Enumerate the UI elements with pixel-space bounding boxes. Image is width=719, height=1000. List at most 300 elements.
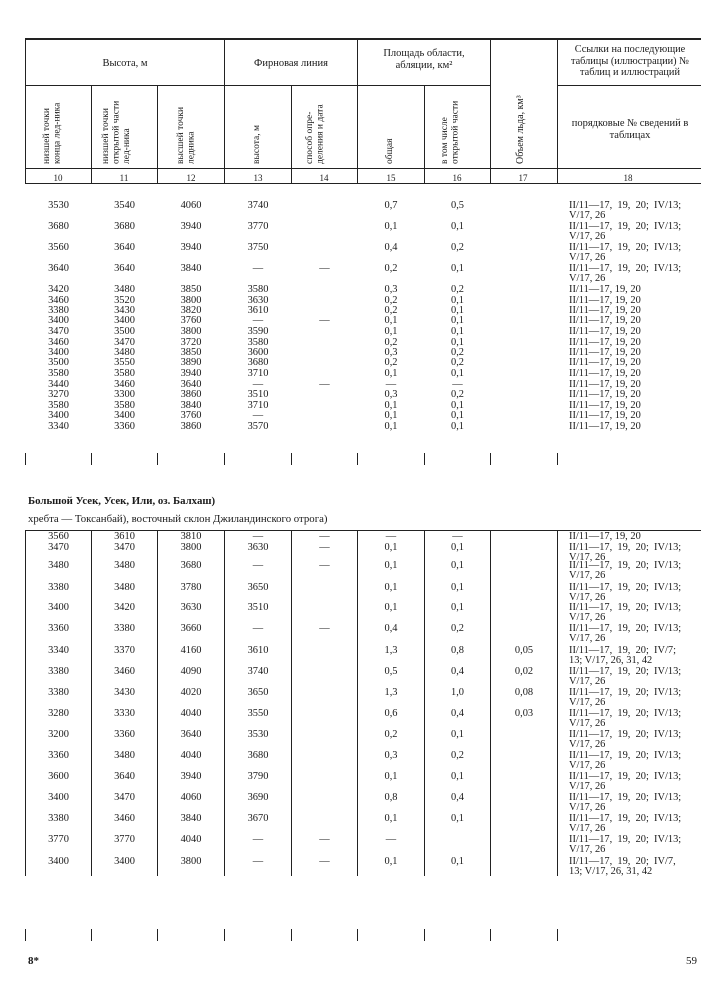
cell-c10: 3460 (48, 295, 69, 306)
cell-c16: 0,2 (451, 242, 464, 253)
group-height-header: Высота, м (102, 58, 148, 69)
cell-c13: — (252, 856, 264, 867)
cell-c11: 3480 (114, 284, 135, 295)
column-tick (91, 453, 92, 465)
cell-c12: 3890 (180, 357, 202, 368)
cell-refs-line: II/11—17, 19, 20; IV/13; (569, 560, 682, 571)
cell-c10: 3500 (48, 357, 69, 368)
cell-c10: 3470 (48, 326, 69, 337)
cell-c13: 3680 (247, 357, 269, 368)
table-row (0, 602, 719, 623)
cell-refs-line: II/11—17, 19, 20; IV/13; (569, 221, 682, 232)
cell-refs-line: V/17, 26 (569, 823, 606, 834)
cell-refs-line: II/11—17, 19, 20 (569, 357, 641, 368)
cell-c10: 3270 (48, 389, 69, 400)
col-line (91, 530, 92, 876)
cell-c11: 3460 (114, 666, 135, 677)
cell-c12: 3820 (180, 305, 202, 316)
column-tick (157, 453, 158, 465)
cell-c10: 3680 (48, 221, 69, 232)
cell-refs-line: V/17, 26 (569, 739, 606, 750)
cell-refs-line: II/11—17, 19, 20; IV/13; (569, 771, 682, 782)
cell-c13: — (252, 531, 264, 542)
cell-refs-line: V/17, 26 (569, 592, 606, 603)
cell-c17: 0,05 (514, 645, 534, 656)
cell-c11: 3550 (114, 357, 135, 368)
cell-refs-line: 13; V/17, 26, 31, 42 (569, 655, 653, 666)
cell-c16: 0,2 (451, 357, 464, 368)
cell-refs-line: II/11—17, 19, 20; IV/13; (569, 813, 682, 824)
cell-refs-line: II/11—17, 19, 20 (569, 368, 641, 379)
cell-c12: 4040 (180, 708, 202, 719)
cell-c11: 3480 (114, 582, 135, 593)
cell-c12: 3800 (180, 542, 202, 553)
cell-c15: 1,3 (384, 687, 398, 698)
column-tick (25, 929, 26, 941)
cell-refs-line: II/11—17, 19, 20 (569, 295, 641, 306)
table-row (0, 582, 719, 603)
column-number: 12 (186, 173, 196, 183)
col-line (157, 530, 158, 876)
cell-c11: 3400 (114, 315, 135, 326)
cell-c13: 3740 (247, 200, 269, 211)
cell-c14: — (319, 834, 330, 845)
table-row (0, 411, 719, 421)
cell-c13: 3580 (247, 337, 269, 348)
cell-c14: — (319, 856, 330, 867)
cell-refs-line: II/11—17, 19, 20; IV/13; (569, 729, 682, 740)
cell-refs-line: II/11—17, 19, 20; IV/13; (569, 582, 682, 593)
colnum-bottom-rule (25, 183, 701, 184)
table-row (0, 856, 719, 877)
cell-c12: 4060 (180, 792, 202, 803)
cell-c15: — (385, 379, 397, 390)
cell-c12: 3760 (180, 315, 202, 326)
cell-refs-line: II/11—17, 19, 20; IV/7; (569, 645, 676, 656)
cell-c10: 3560 (48, 242, 69, 253)
cell-c13: 3590 (247, 326, 269, 337)
cell-refs-line: II/11—17, 19, 20 (569, 410, 641, 421)
cell-c11: 3640 (114, 771, 135, 782)
cell-c15: 0,4 (384, 242, 398, 253)
cell-c10: 3380 (48, 687, 69, 698)
cell-c15: 0,1 (384, 368, 398, 379)
cell-c13: 3710 (247, 368, 269, 379)
cell-c11: 3520 (114, 295, 135, 306)
subheader-rule-left (25, 85, 490, 86)
cell-refs-line: II/11—17, 19, 20; IV/13; (569, 263, 682, 274)
column-tick (557, 929, 558, 941)
cell-refs-line: II/11—17, 19, 20; IV/13; (569, 750, 682, 761)
cell-c16: 0,4 (451, 792, 464, 803)
table-row (0, 390, 719, 400)
cell-c11: 3470 (114, 337, 135, 348)
section-heading-2: хребта — Токсанбай), восточный склон Джиландинского отрога) (28, 513, 328, 525)
cell-c13: 3710 (247, 400, 269, 411)
cell-c16: 0,2 (451, 623, 464, 634)
cell-c15: 0,1 (384, 602, 398, 613)
column-number: 16 (452, 173, 462, 183)
cell-refs-line: II/11—17, 19, 20; IV/13; (569, 666, 682, 677)
col-line (291, 85, 292, 184)
subheader-rule-right (557, 85, 701, 86)
cell-c10: 3400 (48, 856, 69, 867)
col-14-header: способ опре-деления и дата (305, 104, 326, 164)
cell-c10: 3400 (48, 602, 69, 613)
cell-c10: 3560 (48, 531, 69, 542)
column-tick (224, 453, 225, 465)
column-number: 18 (623, 173, 633, 183)
cell-c15: 0,1 (384, 771, 398, 782)
cell-refs-line: II/11—17, 19, 20; IV/13; (569, 623, 682, 634)
cell-c15: 0,1 (384, 813, 398, 824)
cell-refs-line: V/17, 26 (569, 760, 606, 771)
cell-c12: 3940 (180, 368, 202, 379)
col-line (291, 530, 292, 876)
cell-c15: 0,1 (384, 221, 398, 232)
cell-c12: 4040 (180, 834, 202, 845)
table-row (0, 532, 719, 542)
col-line (490, 530, 491, 876)
column-number: 11 (119, 173, 129, 183)
cell-refs-line: II/11—17, 19, 20; IV/13; (569, 792, 682, 803)
cell-refs-line: V/17, 26 (569, 718, 606, 729)
cell-c15: 0,1 (384, 582, 398, 593)
cell-c16: 0,1 (451, 326, 464, 337)
cell-c12: 3940 (180, 771, 202, 782)
cell-c10: 3340 (48, 645, 69, 656)
cell-c13: 3600 (247, 347, 269, 358)
cell-c10: 3280 (48, 708, 69, 719)
cell-refs-line: II/11—17, 19, 20 (569, 400, 641, 411)
group-firn-header: Фирновая линия (254, 58, 328, 69)
cell-c16: 0,1 (451, 813, 464, 824)
cell-c10: 3400 (48, 347, 69, 358)
column-number: 14 (319, 173, 329, 183)
col-line (224, 530, 225, 876)
cell-c12: 4160 (180, 645, 202, 656)
col-line (357, 38, 358, 184)
cell-c11: 3370 (114, 645, 135, 656)
column-number: 13 (253, 173, 263, 183)
table-row (0, 221, 719, 242)
cell-c16: 0,1 (451, 221, 464, 232)
cell-c13: 3550 (247, 708, 269, 719)
cell-c13: 3680 (247, 750, 269, 761)
cell-refs-line: V/17, 26 (569, 781, 606, 792)
cell-c11: 3470 (114, 792, 135, 803)
cell-c13: 3630 (247, 295, 269, 306)
cell-c14: — (319, 542, 330, 553)
cell-c11: 3580 (114, 368, 135, 379)
column-tick (157, 929, 158, 941)
table-row (0, 771, 719, 792)
column-tick (291, 453, 292, 465)
cell-c12: 4020 (180, 687, 202, 698)
cell-c13: 3690 (247, 792, 269, 803)
cell-c16: 0,1 (451, 856, 464, 867)
cell-c12: 3840 (180, 400, 202, 411)
cell-c13: 3510 (247, 602, 269, 613)
column-number: 15 (386, 173, 396, 183)
col-15-header: общая (385, 138, 395, 164)
cell-c13: 3570 (247, 421, 269, 432)
cell-refs-line: V/17, 26 (569, 570, 606, 581)
cell-c15: 0,1 (384, 856, 398, 867)
column-tick (490, 453, 491, 465)
cell-c11: 3640 (114, 242, 135, 253)
cell-c12: 3640 (180, 729, 202, 740)
table-row (0, 813, 719, 834)
cell-c13: 3630 (247, 542, 269, 553)
cell-c10: 3420 (48, 284, 69, 295)
cell-c15: 0,2 (384, 263, 398, 274)
cell-refs-line: V/17, 26 (569, 676, 606, 687)
cell-c10: 3580 (48, 400, 69, 411)
cell-c16: 0,1 (451, 337, 464, 348)
cell-c10: 3470 (48, 542, 69, 553)
cell-refs-line: II/11—17, 19, 20 (569, 379, 641, 390)
col-line (557, 38, 558, 184)
cell-c11: 3460 (114, 379, 135, 390)
cell-refs-line: II/11—17, 19, 20; IV/13; (569, 242, 682, 253)
col-13-header: высота, м (252, 125, 262, 164)
cell-c16: 0,1 (451, 263, 464, 274)
cell-refs-line: 13; V/17, 26, 31, 42 (569, 866, 653, 877)
table-row (0, 369, 719, 379)
cell-c11: 3580 (114, 400, 135, 411)
cell-c16: 1,0 (451, 687, 464, 698)
column-tick (357, 929, 358, 941)
cell-c15: 0,8 (384, 792, 398, 803)
table-row (0, 750, 719, 771)
cell-c10: 3640 (48, 263, 69, 274)
cell-c12: 3640 (180, 379, 202, 390)
cell-c12: 3760 (180, 410, 202, 421)
cell-c11: 3470 (114, 542, 135, 553)
cell-c15: 0,7 (384, 200, 398, 211)
cell-c10: 3380 (48, 305, 69, 316)
cell-c13: 3610 (247, 305, 269, 316)
cell-c10: 3580 (48, 368, 69, 379)
cell-c11: 3680 (114, 221, 135, 232)
cell-refs-line: V/17, 26 (569, 273, 606, 284)
cell-c12: 3840 (180, 813, 202, 824)
table-row (0, 263, 719, 284)
col-line (157, 85, 158, 184)
column-tick (424, 929, 425, 941)
cell-c15: 0,2 (384, 357, 398, 368)
table-row (0, 242, 719, 263)
cell-c12: 3680 (180, 560, 202, 571)
cell-c10: 3380 (48, 666, 69, 677)
cell-c16: 0,1 (451, 368, 464, 379)
table-row (0, 687, 719, 708)
cell-c11: 3380 (114, 623, 135, 634)
cell-c11: 3480 (114, 560, 135, 571)
cell-c15: 0,2 (384, 295, 398, 306)
cell-c15: 0,1 (384, 410, 398, 421)
cell-c13: 3610 (247, 645, 269, 656)
cell-c13: 3650 (247, 582, 269, 593)
cell-c12: 4040 (180, 750, 202, 761)
cell-c13: 3740 (247, 666, 269, 677)
cell-c10: 3480 (48, 560, 69, 571)
cell-c15: — (385, 834, 397, 845)
cell-c15: 0,2 (384, 337, 398, 348)
cell-c15: 0,6 (384, 708, 398, 719)
cell-c11: 3640 (114, 263, 135, 274)
cell-c15: 0,1 (384, 400, 398, 411)
cell-c12: 3850 (180, 347, 202, 358)
group-area-header: Площадь области, абляции, км² (383, 48, 465, 71)
cell-c13: 3530 (247, 729, 269, 740)
col-line (357, 530, 358, 876)
cell-c15: 0,1 (384, 315, 398, 326)
col-12-header: высшей точки ледника (176, 106, 197, 164)
cell-c16: 0,2 (451, 347, 464, 358)
cell-c12: 3810 (180, 531, 202, 542)
header-bottom-rule (25, 168, 701, 169)
cell-c11: 3610 (114, 531, 135, 542)
table-row (0, 285, 719, 295)
cell-refs-line: II/11—17, 19, 20; IV/13; (569, 200, 682, 211)
cell-c13: — (252, 315, 264, 326)
cell-refs-line: V/17, 26 (569, 231, 606, 242)
column-number: 10 (53, 173, 63, 183)
cell-c13: 3750 (247, 242, 269, 253)
cell-c13: 3790 (247, 771, 269, 782)
col-17-header: Объем льда, км³ (515, 95, 526, 164)
cell-refs-line: II/11—17, 19, 20; IV/13; (569, 542, 682, 553)
cell-c16: 0,1 (451, 295, 464, 306)
cell-c11: 3300 (114, 389, 135, 400)
cell-c12: 3840 (180, 263, 202, 274)
section-heading-1: Большой Усек, Усек, Или, оз. Балхаш) (28, 495, 216, 507)
table-row (0, 200, 719, 221)
cell-c15: 0,2 (384, 305, 398, 316)
table-row (0, 560, 719, 581)
table-row (0, 316, 719, 326)
cell-refs-line: II/11—17, 19, 20; IV/13; (569, 834, 682, 845)
cell-c15: 1,3 (384, 645, 398, 656)
cell-c11: 3430 (114, 305, 135, 316)
page-mark: 8* (28, 955, 39, 967)
cell-refs-line: V/17, 26 (569, 802, 606, 813)
cell-refs-line: II/11—17, 19, 20 (569, 389, 641, 400)
column-tick (224, 929, 225, 941)
cell-c13: 3670 (247, 813, 269, 824)
table-row (0, 623, 719, 644)
cell-c10: 3440 (48, 379, 69, 390)
cell-c10: 3770 (48, 834, 69, 845)
cell-c15: 0,1 (384, 421, 398, 432)
group-refs-header: Ссылки на последующие таблицы (иллюстрации) № таблиц и иллюстраций (570, 44, 689, 78)
cell-refs-line: II/11—17, 19, 20; IV/13; (569, 708, 682, 719)
cell-c15: 0,3 (384, 284, 398, 295)
cell-c12: 3800 (180, 326, 202, 337)
cell-c17: 0,08 (514, 687, 534, 698)
cell-c12: 3800 (180, 856, 202, 867)
col-16-header: в том числе открытой части (440, 100, 461, 164)
cell-c10: 3530 (48, 200, 69, 211)
cell-c11: 3430 (114, 687, 135, 698)
table-row (0, 358, 719, 368)
column-tick (291, 929, 292, 941)
cell-c17: 0,03 (514, 708, 534, 719)
cell-c16: 0,1 (451, 410, 464, 421)
cell-c12: 3720 (180, 337, 202, 348)
cell-c17: 0,02 (514, 666, 534, 677)
cell-c16: 0,1 (451, 560, 464, 571)
cell-c13: 3580 (247, 284, 269, 295)
cell-c15: 0,1 (384, 542, 398, 553)
cell-c16: 0,1 (451, 400, 464, 411)
cell-c13: — (252, 379, 264, 390)
cell-refs-line: V/17, 26 (569, 552, 606, 563)
cell-c10: 3360 (48, 623, 69, 634)
cell-c16: 0,1 (451, 421, 464, 432)
cell-c10: 3460 (48, 337, 69, 348)
cell-c13: — (252, 560, 264, 571)
cell-c14: — (319, 379, 330, 390)
col-11-header: низшей точки открытой части лед-ника (101, 100, 132, 164)
cell-c15: — (385, 531, 397, 542)
column-tick (25, 453, 26, 465)
col-line (424, 85, 425, 184)
table-row (0, 834, 719, 855)
cell-c16: 0,2 (451, 750, 464, 761)
cell-c11: 3540 (114, 200, 135, 211)
cell-c16: 0,1 (451, 305, 464, 316)
table-row (0, 542, 719, 563)
cell-c15: 0,3 (384, 347, 398, 358)
cell-c16: — (452, 531, 463, 542)
cell-c14: — (319, 263, 330, 274)
cell-c15: 0,4 (384, 623, 398, 634)
column-tick (490, 929, 491, 941)
cell-c12: 4060 (180, 200, 202, 211)
cell-c14: — (319, 560, 330, 571)
cell-refs-line: II/11—17, 19, 20 (569, 305, 641, 316)
cell-c11: 3420 (114, 602, 135, 613)
cell-c16: 0,1 (451, 582, 464, 593)
cell-c13: — (252, 834, 264, 845)
table-row (0, 422, 719, 432)
cell-c16: 0,4 (451, 708, 464, 719)
cell-c16: 0,8 (451, 645, 464, 656)
cell-c10: 3600 (48, 771, 69, 782)
cell-c16: 0,2 (451, 389, 464, 400)
col-10-header: низшей точки конца лед-ника (42, 102, 63, 164)
cell-c10: 3400 (48, 315, 69, 326)
cell-c12: 4090 (180, 666, 202, 677)
cell-refs-line: II/11—17, 19, 20; IV/7, (569, 856, 676, 867)
cell-c10: 3400 (48, 792, 69, 803)
col-line (557, 530, 558, 876)
cell-c16: 0,1 (451, 602, 464, 613)
cell-c15: 0,3 (384, 750, 398, 761)
column-tick (357, 453, 358, 465)
cell-refs-line: II/11—17, 19, 20 (569, 337, 641, 348)
cell-c12: 3860 (180, 421, 202, 432)
col-line (25, 530, 26, 876)
cell-c15: 0,2 (384, 729, 398, 740)
cell-c16: 0,1 (451, 315, 464, 326)
cell-c10: 3200 (48, 729, 69, 740)
cell-c11: 3460 (114, 813, 135, 824)
col-line (91, 85, 92, 184)
